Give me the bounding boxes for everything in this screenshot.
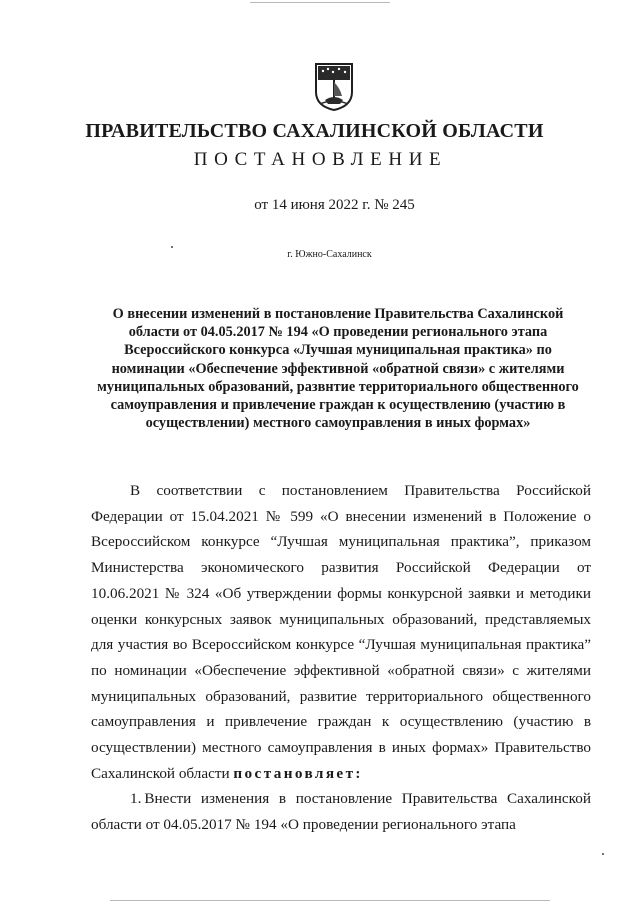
preamble-text: В соответствии с постановлением Правительства Российской Федерации от 15.04.2021 № 599 «О внесении изменений в Положение о Всероссийском конкурсе “Лучшая муниципальная практика”, приказом Министерства экономического развития Российской Федерации от 10.06.2021 № 324 «Об утверждении формы конкурсной заявки и методики оценки конкурсных заявок муниципальных образований, представляемых для участия во Всероссийском конкурсе “Лучшая муниципальная практика” по номинации «Обеспечение эффективной «обратной связи» с жителями муниципальных образований, развитие территориального общественного самоуправления и привлечение граждан к осуществлению (участию в осуществлении) местного самоуправления в иных формах» Правительство Сахалинской области <box>91 482 591 782</box>
scan-artifact-top <box>250 2 390 3</box>
sakhalin-coat-of-arms-icon <box>314 62 354 112</box>
document-body <box>91 478 591 838</box>
scan-artifact-bottom <box>110 900 550 901</box>
document-city: г. Южно-Сахалинск <box>287 249 372 260</box>
item-1-text: Внести изменения в постановление Правительства Сахалинской области от 04.05.2017 № 194 «О проведении регионального этапа <box>91 790 591 834</box>
item-1-number: 1. <box>130 790 142 808</box>
decree-word: постановляет: <box>233 764 363 782</box>
scan-speck <box>602 853 604 855</box>
document-subject: О внесении изменений в постановление Правительства Сахалинской области от 04.05.2017 № 194 «О проведении регионального этапа Всероссийского конкурса «Лучшая муниципальная практика» по номинации «Обеспечение эффективной «обратной связи» с жителями муниципальных образований, развнтие территориального общественного самоуправления и привлечение граждан к осуществлению (участию в осуществлении) местного самоуправления в иных формах» <box>97 306 579 432</box>
preamble-paragraph <box>91 478 591 786</box>
item-1-paragraph <box>91 786 591 837</box>
document-date-number: от 14 июня 2022 г. № 245 <box>254 197 415 213</box>
government-title: ПРАВИТЕЛЬСТВО САХАЛИНСКОЙ ОБЛАСТИ <box>85 120 544 142</box>
document-type-heading: ПОСТАНОВЛЕНИЕ <box>193 149 448 170</box>
scan-speck <box>171 246 173 248</box>
